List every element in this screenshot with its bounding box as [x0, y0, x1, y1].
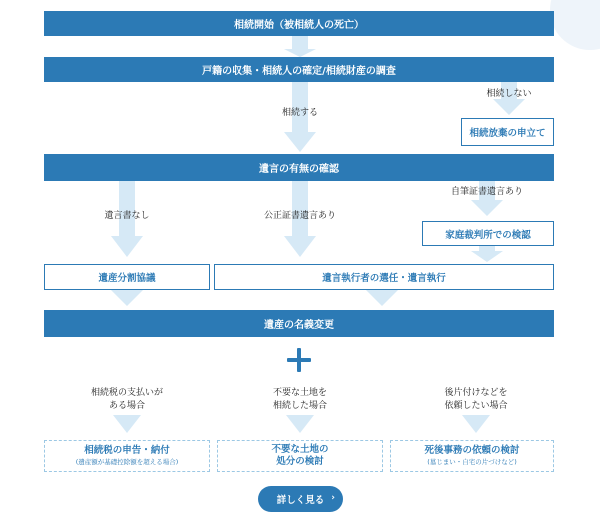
arrow-head	[462, 415, 490, 433]
option-condition: 後片付けなどを 依頼したい場合	[444, 388, 508, 411]
arrow-head	[471, 251, 503, 262]
arrow-head	[366, 290, 398, 306]
node-will-executor: 遺言執行者の選任・遺言執行	[214, 264, 554, 290]
node-court-inspection: 家庭裁判所での検認	[422, 221, 554, 246]
arrow-shaft	[292, 181, 308, 236]
view-details-label[interactable]: 詳しく見る	[276, 495, 325, 506]
view-details-button[interactable]	[258, 486, 343, 512]
arrow-head	[111, 236, 143, 257]
label-not-inherit: 相続しない	[486, 89, 532, 99]
arrow-shaft	[292, 36, 308, 49]
option-title-line2: 処分の検討	[276, 456, 324, 467]
node-renounce-inheritance: 相続放棄の申立て	[461, 118, 554, 146]
node-will-check: 遺言の有無の確認	[44, 154, 554, 181]
label-no-will: 遺言書なし	[104, 211, 150, 221]
arrow-shaft	[119, 181, 135, 236]
arrow-head	[286, 415, 314, 433]
arrow-head	[111, 290, 143, 306]
option-title: 相続税の申告・納付	[84, 445, 170, 456]
arrow-shaft	[479, 246, 495, 251]
node-inheritance-start: 相続開始（被相続人の死亡）	[44, 11, 554, 36]
option-posthumous-affairs	[390, 440, 554, 472]
node-research: 戸籍の収集・相続人の確定/相続財産の調査	[44, 57, 554, 82]
arrow-head	[284, 132, 316, 152]
option-inheritance-tax	[44, 440, 210, 472]
option-subtitle: (遺産額が基礎控除額を超える場合)	[75, 458, 179, 466]
arrow-head	[471, 200, 503, 216]
arrow-head	[493, 99, 525, 115]
node-title-transfer: 遺産の名義変更	[44, 310, 554, 337]
option-title: 死後事務の依頼の検討	[424, 445, 520, 456]
arrow-head	[113, 415, 141, 433]
option-subtitle: (墓じまい・自宅の片づけなど)	[427, 458, 517, 466]
arrow-head	[284, 49, 316, 57]
node-estate-division: 遺産分割協議	[44, 264, 210, 290]
label-holographic-will: 自筆証書遺言あり	[450, 187, 523, 197]
label-inherit: 相続する	[281, 108, 318, 118]
option-condition: 不要な土地を 相続した場合	[272, 388, 327, 411]
plus-icon	[287, 348, 311, 372]
option-title: 不要な土地の	[271, 444, 329, 455]
option-land-disposal	[217, 440, 383, 472]
chevron-right-icon: ›	[331, 493, 335, 503]
arrow-head	[284, 236, 316, 257]
option-condition: 相続税の支払いが ある場合	[90, 388, 163, 411]
label-notarized-will: 公正証書遺言あり	[263, 211, 336, 221]
